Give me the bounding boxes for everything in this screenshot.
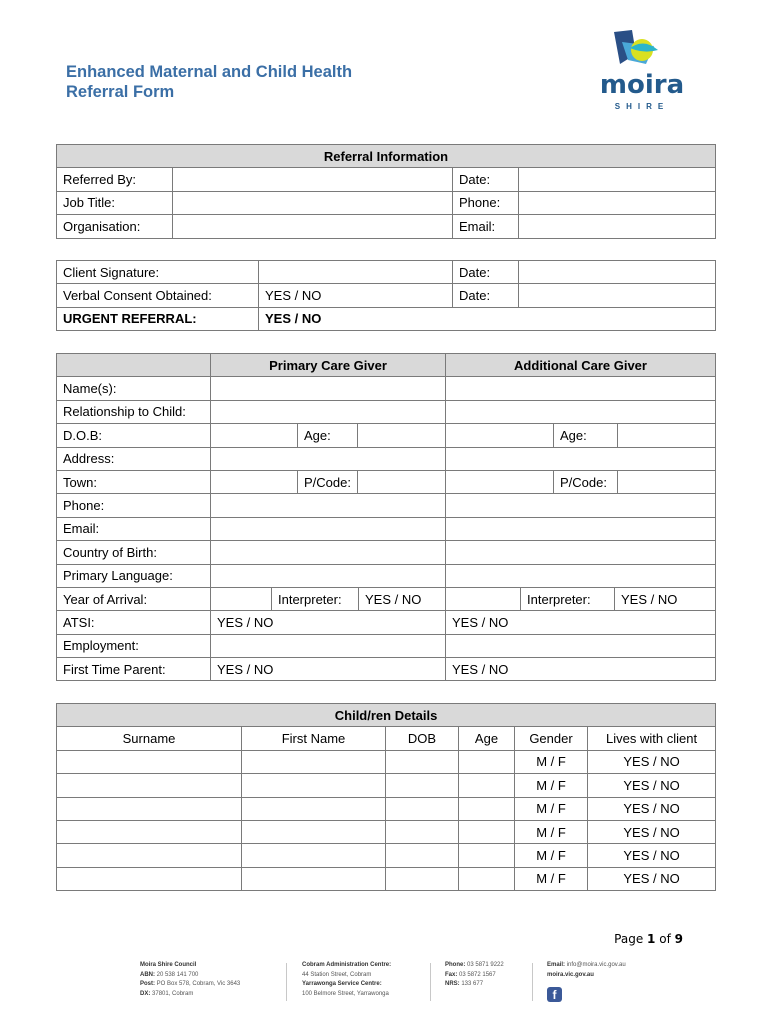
child-age-field[interactable]	[459, 797, 515, 820]
child-surname-field[interactable]	[57, 844, 242, 867]
page-number	[614, 932, 683, 946]
additional-interpreter-label: Interpreter:	[520, 588, 614, 610]
table-row	[57, 820, 716, 843]
page-label: Page	[614, 932, 644, 946]
address-label: Address:	[57, 447, 211, 470]
child-lives-yes-no[interactable]: YES / NO	[588, 797, 716, 820]
footer-centres	[302, 961, 391, 999]
child-first-name-field[interactable]	[242, 867, 386, 890]
verbal-consent-label: Verbal Consent Obtained:	[57, 284, 259, 307]
footer-abn-label: ABN:	[140, 971, 155, 978]
child-surname-field[interactable]	[57, 797, 242, 820]
footer-admin-label: Cobram Administration Centre:	[302, 962, 392, 968]
children-details-heading: Child/ren Details	[57, 704, 716, 727]
child-dob-field[interactable]	[386, 844, 459, 867]
col-surname: Surname	[57, 727, 242, 750]
footer-dx-label: DX:	[140, 990, 151, 997]
logo-wordmark: moira	[599, 70, 685, 100]
referral-info-heading: Referral Information	[57, 145, 716, 168]
additional-atsi-yes-no[interactable]: YES / NO	[446, 611, 716, 634]
footer-fax-label: Fax:	[445, 971, 458, 978]
footer-nrs: 133 677	[461, 981, 484, 987]
additional-arrival-row	[446, 587, 716, 610]
footer-online	[547, 961, 626, 980]
primary-arrival-field[interactable]	[211, 588, 271, 610]
child-first-name-field[interactable]	[242, 774, 386, 797]
footer-dx: 37801, Cobram	[152, 990, 194, 997]
additional-address-field[interactable]	[446, 447, 716, 470]
child-surname-field[interactable]	[57, 867, 242, 890]
referral-date-label: Date:	[453, 168, 519, 191]
additional-employment-field[interactable]	[446, 634, 716, 657]
names-label: Name(s):	[57, 377, 211, 400]
email-label: Email:	[453, 215, 519, 238]
footer-divider	[430, 963, 431, 1001]
signature-date-label: Date:	[453, 261, 519, 284]
signature-date-field[interactable]	[519, 261, 716, 284]
footer-divider	[532, 963, 533, 1001]
additional-pcode-field[interactable]	[618, 470, 716, 493]
child-surname-field[interactable]	[57, 820, 242, 843]
atsi-label: ATSI:	[57, 611, 211, 634]
consent-date-field[interactable]	[519, 284, 716, 307]
dob-label: D.O.B:	[57, 424, 211, 447]
phone-field[interactable]	[519, 191, 716, 214]
primary-age-label: Age:	[297, 424, 357, 446]
child-dob-field[interactable]	[386, 750, 459, 773]
primary-employment-field[interactable]	[211, 634, 446, 657]
child-age-field[interactable]	[459, 867, 515, 890]
additional-first-time-yes-no[interactable]: YES / NO	[446, 658, 716, 681]
referral-date-field[interactable]	[519, 168, 716, 191]
child-surname-field[interactable]	[57, 750, 242, 773]
primary-pcode-field[interactable]	[358, 470, 446, 493]
additional-town-field[interactable]	[446, 470, 618, 493]
additional-age-field[interactable]	[618, 424, 716, 447]
caregiver-table	[56, 353, 716, 681]
primary-interpreter-label: Interpreter:	[271, 588, 358, 610]
col-lives-with-client: Lives with client	[588, 727, 716, 750]
primary-arrival-row	[211, 587, 446, 610]
referred-by-label: Referred By:	[57, 168, 173, 191]
primary-pcode-label: P/Code:	[297, 471, 357, 493]
footer-admin-address: 44 Station Street, Cobram	[302, 971, 372, 978]
primary-dob-field[interactable]	[211, 424, 358, 447]
child-lives-yes-no[interactable]: YES / NO	[588, 844, 716, 867]
footer-fax: 03 5872 1567	[459, 971, 496, 978]
col-dob: DOB	[386, 727, 459, 750]
primary-first-time-yes-no[interactable]: YES / NO	[211, 658, 446, 681]
child-gender-m-f[interactable]: M / F	[515, 774, 588, 797]
child-dob-field[interactable]	[386, 797, 459, 820]
email-field[interactable]	[519, 215, 716, 238]
footer-nrs-label: NRS:	[445, 981, 460, 987]
col-gender: Gender	[515, 727, 588, 750]
additional-arrival-field[interactable]	[446, 588, 520, 610]
urgent-referral-yes-no[interactable]: YES / NO	[259, 307, 716, 330]
organisation-field[interactable]	[173, 215, 453, 238]
child-first-name-field[interactable]	[242, 797, 386, 820]
col-age: Age	[459, 727, 515, 750]
organisation-label: Organisation:	[57, 215, 173, 238]
employment-label: Employment:	[57, 634, 211, 657]
primary-care-giver-heading: Primary Care Giver	[211, 354, 446, 377]
footer-email[interactable]: info@moira.vic.gov.au	[566, 962, 626, 968]
child-age-field[interactable]	[459, 750, 515, 773]
footer-abn: 20 538 141 700	[156, 971, 199, 978]
relationship-label: Relationship to Child:	[57, 400, 211, 423]
footer-email-label: Email:	[547, 962, 566, 968]
table-row	[57, 797, 716, 820]
col-first-name: First Name	[242, 727, 386, 750]
child-first-name-field[interactable]	[242, 750, 386, 773]
child-gender-m-f[interactable]: M / F	[515, 820, 588, 843]
referred-by-field[interactable]	[173, 168, 453, 191]
footer-divider	[286, 963, 287, 1001]
child-surname-field[interactable]	[57, 774, 242, 797]
additional-age-label: Age:	[553, 424, 617, 446]
footer-contact	[445, 961, 504, 990]
job-title-label: Job Title:	[57, 191, 173, 214]
child-lives-yes-no[interactable]: YES / NO	[588, 750, 716, 773]
form-title-line1: Enhanced Maternal and Child Health	[66, 63, 353, 81]
form-title-line2: Referral Form	[66, 83, 175, 101]
logo-subtext: SHIRE	[614, 102, 670, 111]
referral-info-table	[56, 144, 716, 239]
page-of: of	[659, 932, 671, 946]
footer-council	[140, 961, 240, 999]
town-label: Town:	[57, 470, 211, 493]
primary-atsi-yes-no[interactable]: YES / NO	[211, 611, 446, 634]
primary-age-field[interactable]	[358, 424, 446, 447]
table-row	[57, 750, 716, 773]
footer-yarra-address: 100 Belmore Street, Yarrawonga	[302, 990, 389, 997]
cg-email-label: Email:	[57, 517, 211, 540]
language-label: Primary Language:	[57, 564, 211, 587]
footer-website[interactable]: moira.vic.gov.au	[547, 971, 594, 978]
child-age-field[interactable]	[459, 820, 515, 843]
primary-email-field[interactable]	[211, 517, 446, 540]
verbal-consent-yes-no[interactable]: YES / NO	[259, 284, 453, 307]
cg-phone-label: Phone:	[57, 494, 211, 517]
primary-language-field[interactable]	[211, 564, 446, 587]
table-row	[57, 867, 716, 890]
additional-names-field[interactable]	[446, 377, 716, 400]
primary-interpreter-yes-no[interactable]: YES / NO	[358, 588, 445, 610]
footer-phone: 03 5871 9222	[467, 962, 504, 968]
additional-pcode-label: P/Code:	[553, 471, 617, 493]
footer-phone-label: Phone:	[445, 962, 466, 968]
form-title	[66, 62, 352, 102]
child-dob-field[interactable]	[386, 820, 459, 843]
footer	[140, 961, 660, 1011]
logo-mark-icon	[592, 24, 692, 74]
footer-post: PO Box 578, Cobram, Vic 3643	[156, 981, 241, 987]
child-lives-yes-no[interactable]: YES / NO	[588, 820, 716, 843]
page-total: 9	[674, 932, 683, 946]
arrival-label: Year of Arrival:	[57, 587, 211, 610]
additional-phone-field[interactable]	[446, 494, 716, 517]
additional-language-field[interactable]	[446, 564, 716, 587]
primary-phone-field[interactable]	[211, 494, 446, 517]
client-signature-field[interactable]	[259, 261, 453, 284]
additional-country-field[interactable]	[446, 541, 716, 564]
additional-interpreter-yes-no[interactable]: YES / NO	[614, 588, 715, 610]
children-details-table	[56, 703, 716, 891]
additional-care-giver-heading: Additional Care Giver	[446, 354, 716, 377]
child-first-name-field[interactable]	[242, 820, 386, 843]
child-gender-m-f[interactable]: M / F	[515, 750, 588, 773]
additional-email-field[interactable]	[446, 517, 716, 540]
additional-dob-field[interactable]	[446, 424, 618, 447]
child-first-name-field[interactable]	[242, 844, 386, 867]
client-signature-label: Client Signature:	[57, 261, 259, 284]
primary-town-field[interactable]	[211, 470, 358, 493]
additional-relationship-field[interactable]	[446, 400, 716, 423]
urgent-referral-label: URGENT REFERRAL:	[57, 307, 259, 330]
table-row	[57, 844, 716, 867]
page-current: 1	[647, 932, 656, 946]
footer-post-label: Post:	[140, 981, 155, 987]
job-title-field[interactable]	[173, 191, 453, 214]
child-gender-m-f[interactable]: M / F	[515, 844, 588, 867]
child-dob-field[interactable]	[386, 867, 459, 890]
primary-country-field[interactable]	[211, 541, 446, 564]
child-dob-field[interactable]	[386, 774, 459, 797]
country-label: Country of Birth:	[57, 541, 211, 564]
table-row	[57, 774, 716, 797]
facebook-icon[interactable]: f	[547, 987, 562, 1002]
primary-names-field[interactable]	[211, 377, 446, 400]
child-age-field[interactable]	[459, 774, 515, 797]
primary-address-field[interactable]	[211, 447, 446, 470]
phone-label: Phone:	[453, 191, 519, 214]
footer-yarra-label: Yarrawonga Service Centre:	[302, 981, 382, 987]
first-time-parent-label: First Time Parent:	[57, 658, 211, 681]
child-lives-yes-no[interactable]: YES / NO	[588, 774, 716, 797]
children-header-row	[57, 727, 716, 750]
footer-council-name: Moira Shire Council	[140, 962, 197, 968]
child-gender-m-f[interactable]: M / F	[515, 797, 588, 820]
child-lives-yes-no[interactable]: YES / NO	[588, 867, 716, 890]
child-age-field[interactable]	[459, 844, 515, 867]
consent-table	[56, 260, 716, 331]
moira-shire-logo	[592, 24, 692, 120]
child-gender-m-f[interactable]: M / F	[515, 867, 588, 890]
consent-date-label: Date:	[453, 284, 519, 307]
primary-relationship-field[interactable]	[211, 400, 446, 423]
